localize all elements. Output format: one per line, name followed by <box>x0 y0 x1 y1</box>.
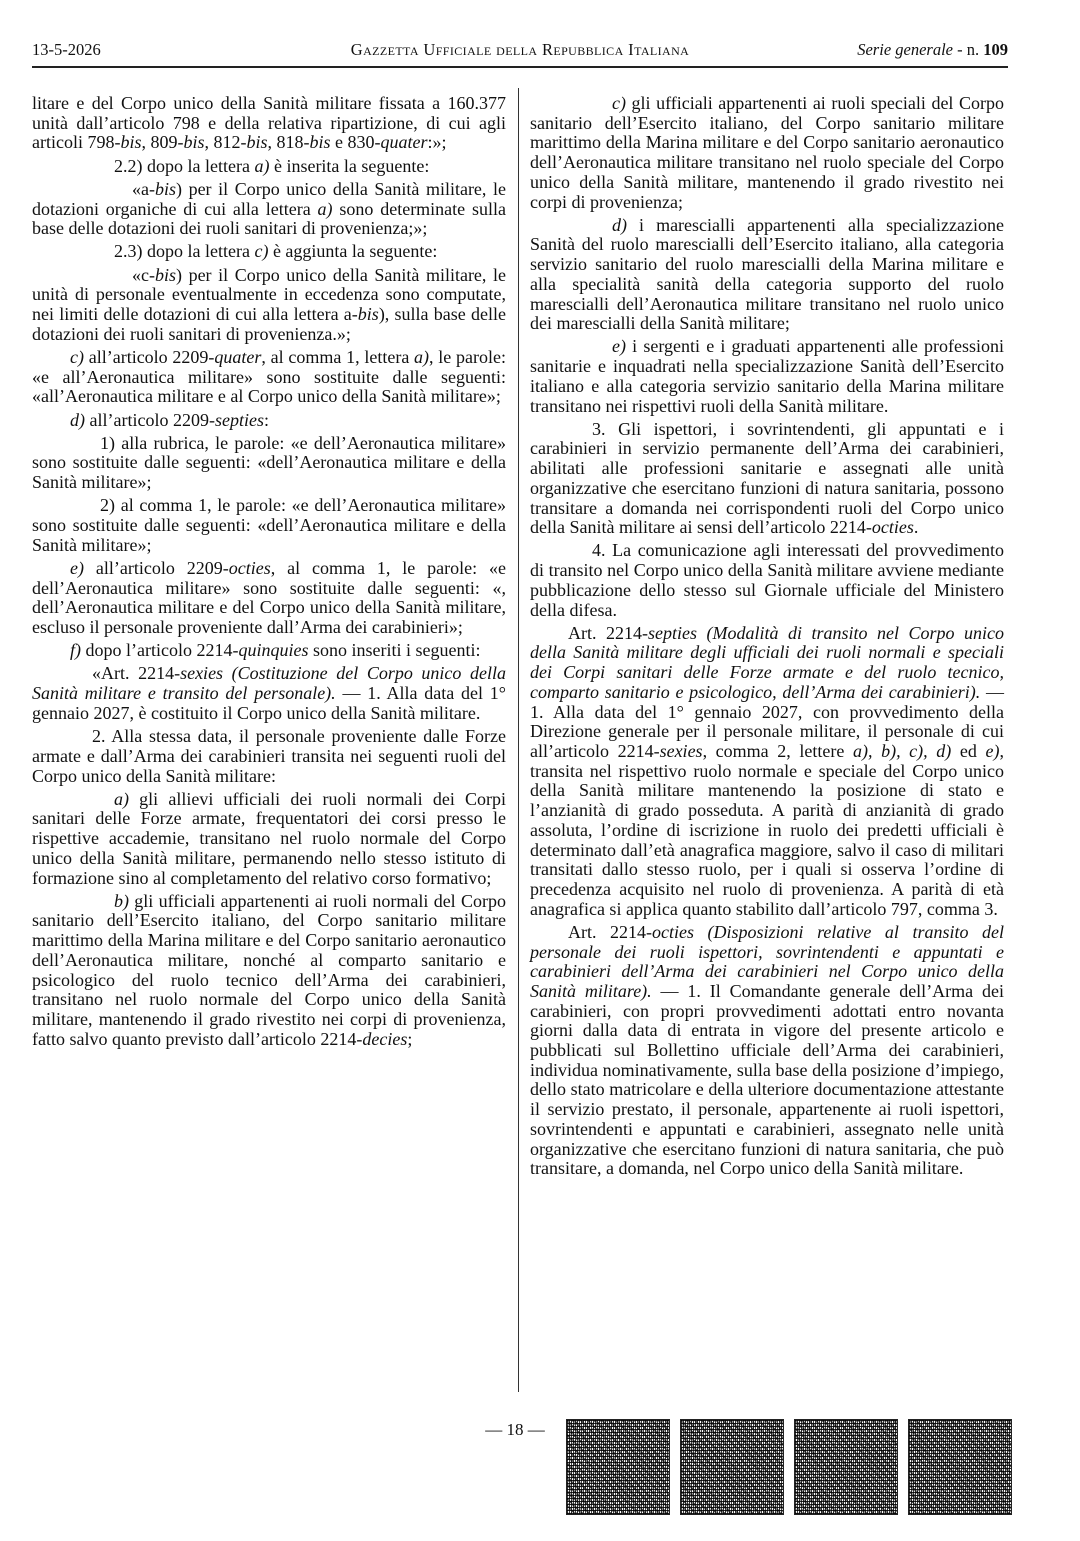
datamatrix-code-4 <box>908 1419 1012 1515</box>
paragraph: «c-bis) per il Corpo unico della Sanità militare, le unità di personale eventualmente in eccedenza sono computate, nei limiti delle dotazioni di cui alla lettera a-bis), sulla base delle dotazioni dei ruoli sanitari di provenienza.»; <box>32 264 506 344</box>
datamatrix-code-2 <box>680 1419 784 1515</box>
header-serie: Serie generale <box>857 40 953 59</box>
datamatrix-code-1 <box>566 1419 670 1515</box>
paragraph: f) dopo l’articolo 2214-quinquies sono inseriti i seguenti: <box>70 640 481 661</box>
right-column <box>530 94 1004 1182</box>
paragraph: a) gli allievi ufficiali dei ruoli normali dei Corpi sanitari delle Forze armate, frequentatori dei corsi presso le rispettive accademie, transitano nel ruolo normale del Corpo unico della Sanità militare, permanendo nello stesso istituto di formazione sino al completamento del relativo corso formativo; <box>32 788 506 888</box>
paragraph: 2.2) dopo la lettera a) è inserita la seguente: <box>114 155 430 176</box>
paragraph: Art. 2214-octies (Disposizioni relative al transito del personale dei ruoli ispettori, sovrintendenti e appuntati e carabinieri dell’Arma dei carabinieri nel Corpo unico della Sanità militare). — 1. Il Comandante generale dell’Arma dei carabinieri, con propri provvedimenti adottati entro novanta giorni dalla data di entrata in vigore del presente articolo e pubblicati sul Bollettino ufficiale dell’Arma dei carabinieri, individua nominativamente, sulla base della posizione d’impiego, dello stato matricolare e della ulteriore documentazione attestante il servizio prestato, il personale, appartenente ai ruoli ispettori, sovrintendenti e appuntati e carabinieri, assegnato nelle unità organizzative che esercitano funzioni di natura sanitaria, che può transitare, a domanda, nel Corpo unico della Sanità militare. <box>530 921 1005 1179</box>
page-header <box>32 38 1008 62</box>
paragraph: Art. 2214-septies (Modalità di transito nel Corpo unico della Sanità militare degli ufficiali dei ruoli normali e speciali dei Corpi sanitari delle Forze armate e del ruolo tecnico, comparto sanitario e psicologico, dell’Arma dei carabinieri). — 1. Alla data del 1° gennaio 2027, con provvedimento della Direzione generale per il personale militare, il personale di cui all’articolo 2214-sexies, comma 2, lettere a), b), c), d) ed e), transita nel rispettivo ruolo normale e speciale del Corpo unico della Sanità militare mantenendo la posizione di stato e l’anzianità di grado posseduta. A parità di anzianità di grado assoluta, l’ordine di iscrizione in ruolo dei predetti ufficiali è determinato dall’età anagrafica maggiore, salvo il caso di militari transitati dallo stesso ruolo, per i quali si osserva l’ordine di precedenza acquisito nel ruolo di provenienza. A parità di età anagrafica si applica quanto stabilito dall’articolo 797, comma 3. <box>530 622 1005 919</box>
column-divider <box>518 88 519 1392</box>
barcode-strip <box>566 1419 1016 1515</box>
paragraph: d) i marescialli appartenenti alla specializzazione Sanità del ruolo marescialli dell’Esercito italiano, alla categoria servizio sanitario del ruolo marescialli della Marina militare e alla specialità sanità della categoria supporto del ruolo marescialli dell’Aeronautica militare transitano nel ruolo unico dei marescialli della Sanità militare; <box>530 214 1004 334</box>
paragraph: d) all’articolo 2209-septies: <box>70 409 269 430</box>
paragraph: 3. Gli ispettori, i sovrintendenti, gli appuntati e i carabinieri in servizio permanente dell’Arma dei carabinieri, abilitati alle professioni sanitarie e assegnati alle unità organizzative che esercitano funzioni di natura sanitaria, possono transitare a domanda nei corrispondenti ruoli del Corpo unico della Sanità militare ai sensi dell’articolo 2214-octies. <box>530 418 1004 538</box>
paragraph: b) gli ufficiali appartenenti ai ruoli normali del Corpo sanitario dell’Esercito italiano, del Corpo sanitario militare marittimo della Marina militare e del Corpo sanitario aeronautico dell’Aeronautica militare, nonché al comparto sanitario e psicologico del ruolo tecnico dell’Arma dei carabinieri, transitano nel ruolo normale del Corpo unico della Sanità militare, mantenendo il grado rivestito nei corpi di provenienza, fatto salvo quanto previsto dall’articolo 2214-decies; <box>32 890 506 1049</box>
paragraph: «a-bis) per il Corpo unico della Sanità militare, le dotazioni organiche di cui alla lettera a) sono determinate sulla base delle dotazioni dei ruoli sanitari di provenienza;»; <box>32 178 506 239</box>
header-issue <box>857 38 1008 62</box>
header-date: 13-5-2026 <box>32 40 101 59</box>
header-num-prefix: - n. <box>953 40 984 59</box>
datamatrix-code-3 <box>794 1419 898 1515</box>
header-title: Gazzetta Ufficiale della Repubblica Italiana <box>350 40 690 59</box>
paragraph: e) i sergenti e i graduati appartenenti alle professioni sanitarie e inquadrati nella specializzazione Sanità dell’Esercito italiano e alla categoria servizio sanitario della Marina militare transitano nei rispettivi ruoli della Sanità militare. <box>530 336 1004 416</box>
paragraph: 4. La comunicazione agli interessati del provvedimento di transito nel Corpo unico della Sanità militare avviene mediante pubblicazione dello stesso sul Giornale ufficiale del Ministero della difesa. <box>530 540 1004 620</box>
left-column <box>32 94 506 1053</box>
paragraph: c) gli ufficiali appartenenti ai ruoli speciali del Corpo sanitario dell’Esercito italiano, del Corpo sanitario militare marittimo della Marina militare e del Corpo sanitario aeronautico dell’Aeronautica militare transitano nel ruolo speciale del Corpo unico della Sanità militare, mantenendo il grado rivestito nei corpi di provenienza; <box>530 93 1004 212</box>
paragraph: 2) al comma 1, le parole: «e dell’Aeronautica militare» sono sostituite dalle seguenti: «dell’Aeronautica militare e della Sanità militare»; <box>32 495 506 555</box>
paragraph: «Art. 2214-sexies (Costituzione del Corpo unico della Sanità militare e transito del personale). — 1. Alla data del 1° gennaio 2027, è costituito il Corpo unico della Sanità militare. <box>32 663 506 723</box>
paragraph: e) all’articolo 2209-octies, al comma 1, le parole: «e dell’Aeronautica militare» sono sostituite dalle seguenti: «, dell’Aeronautica militare e del Corpo unico della Sanità militare, escluso il personale proveniente dall’Arma dei carabinieri»; <box>32 557 506 638</box>
paragraph: 1) alla rubrica, le parole: «e dell’Aeronautica militare» sono sostituite dalle seguenti: «dell’Aeronautica militare e della Sanità militare»; <box>32 432 506 493</box>
paragraph: 2.3) dopo la lettera c) è aggiunta la seguente: <box>114 241 438 262</box>
page-number: — 18 — <box>485 1420 545 1439</box>
header-issue-number: 109 <box>983 40 1008 59</box>
header-rule <box>32 66 1008 68</box>
paragraph: litare e del Corpo unico della Sanità militare fissata a 160.377 unità dall’articolo 798 e della relativa ripartizione, di cui agli articoli 798-bis, 809-bis, 812-bis, 818-bis e 830-quater:»; <box>32 93 506 153</box>
paragraph: c) all’articolo 2209-quater, al comma 1, lettera a), le parole: «e all’Aeronautica militare» sono sostituite dalle seguenti: «all’Aeronautica militare e al Corpo unico della Sanità militare»; <box>32 346 506 407</box>
paragraph: 2. Alla stessa data, il personale proveniente dalle Forze armate e dall’Arma dei carabinieri transita nei seguenti ruoli del Corpo unico della Sanità militare: <box>32 726 506 786</box>
